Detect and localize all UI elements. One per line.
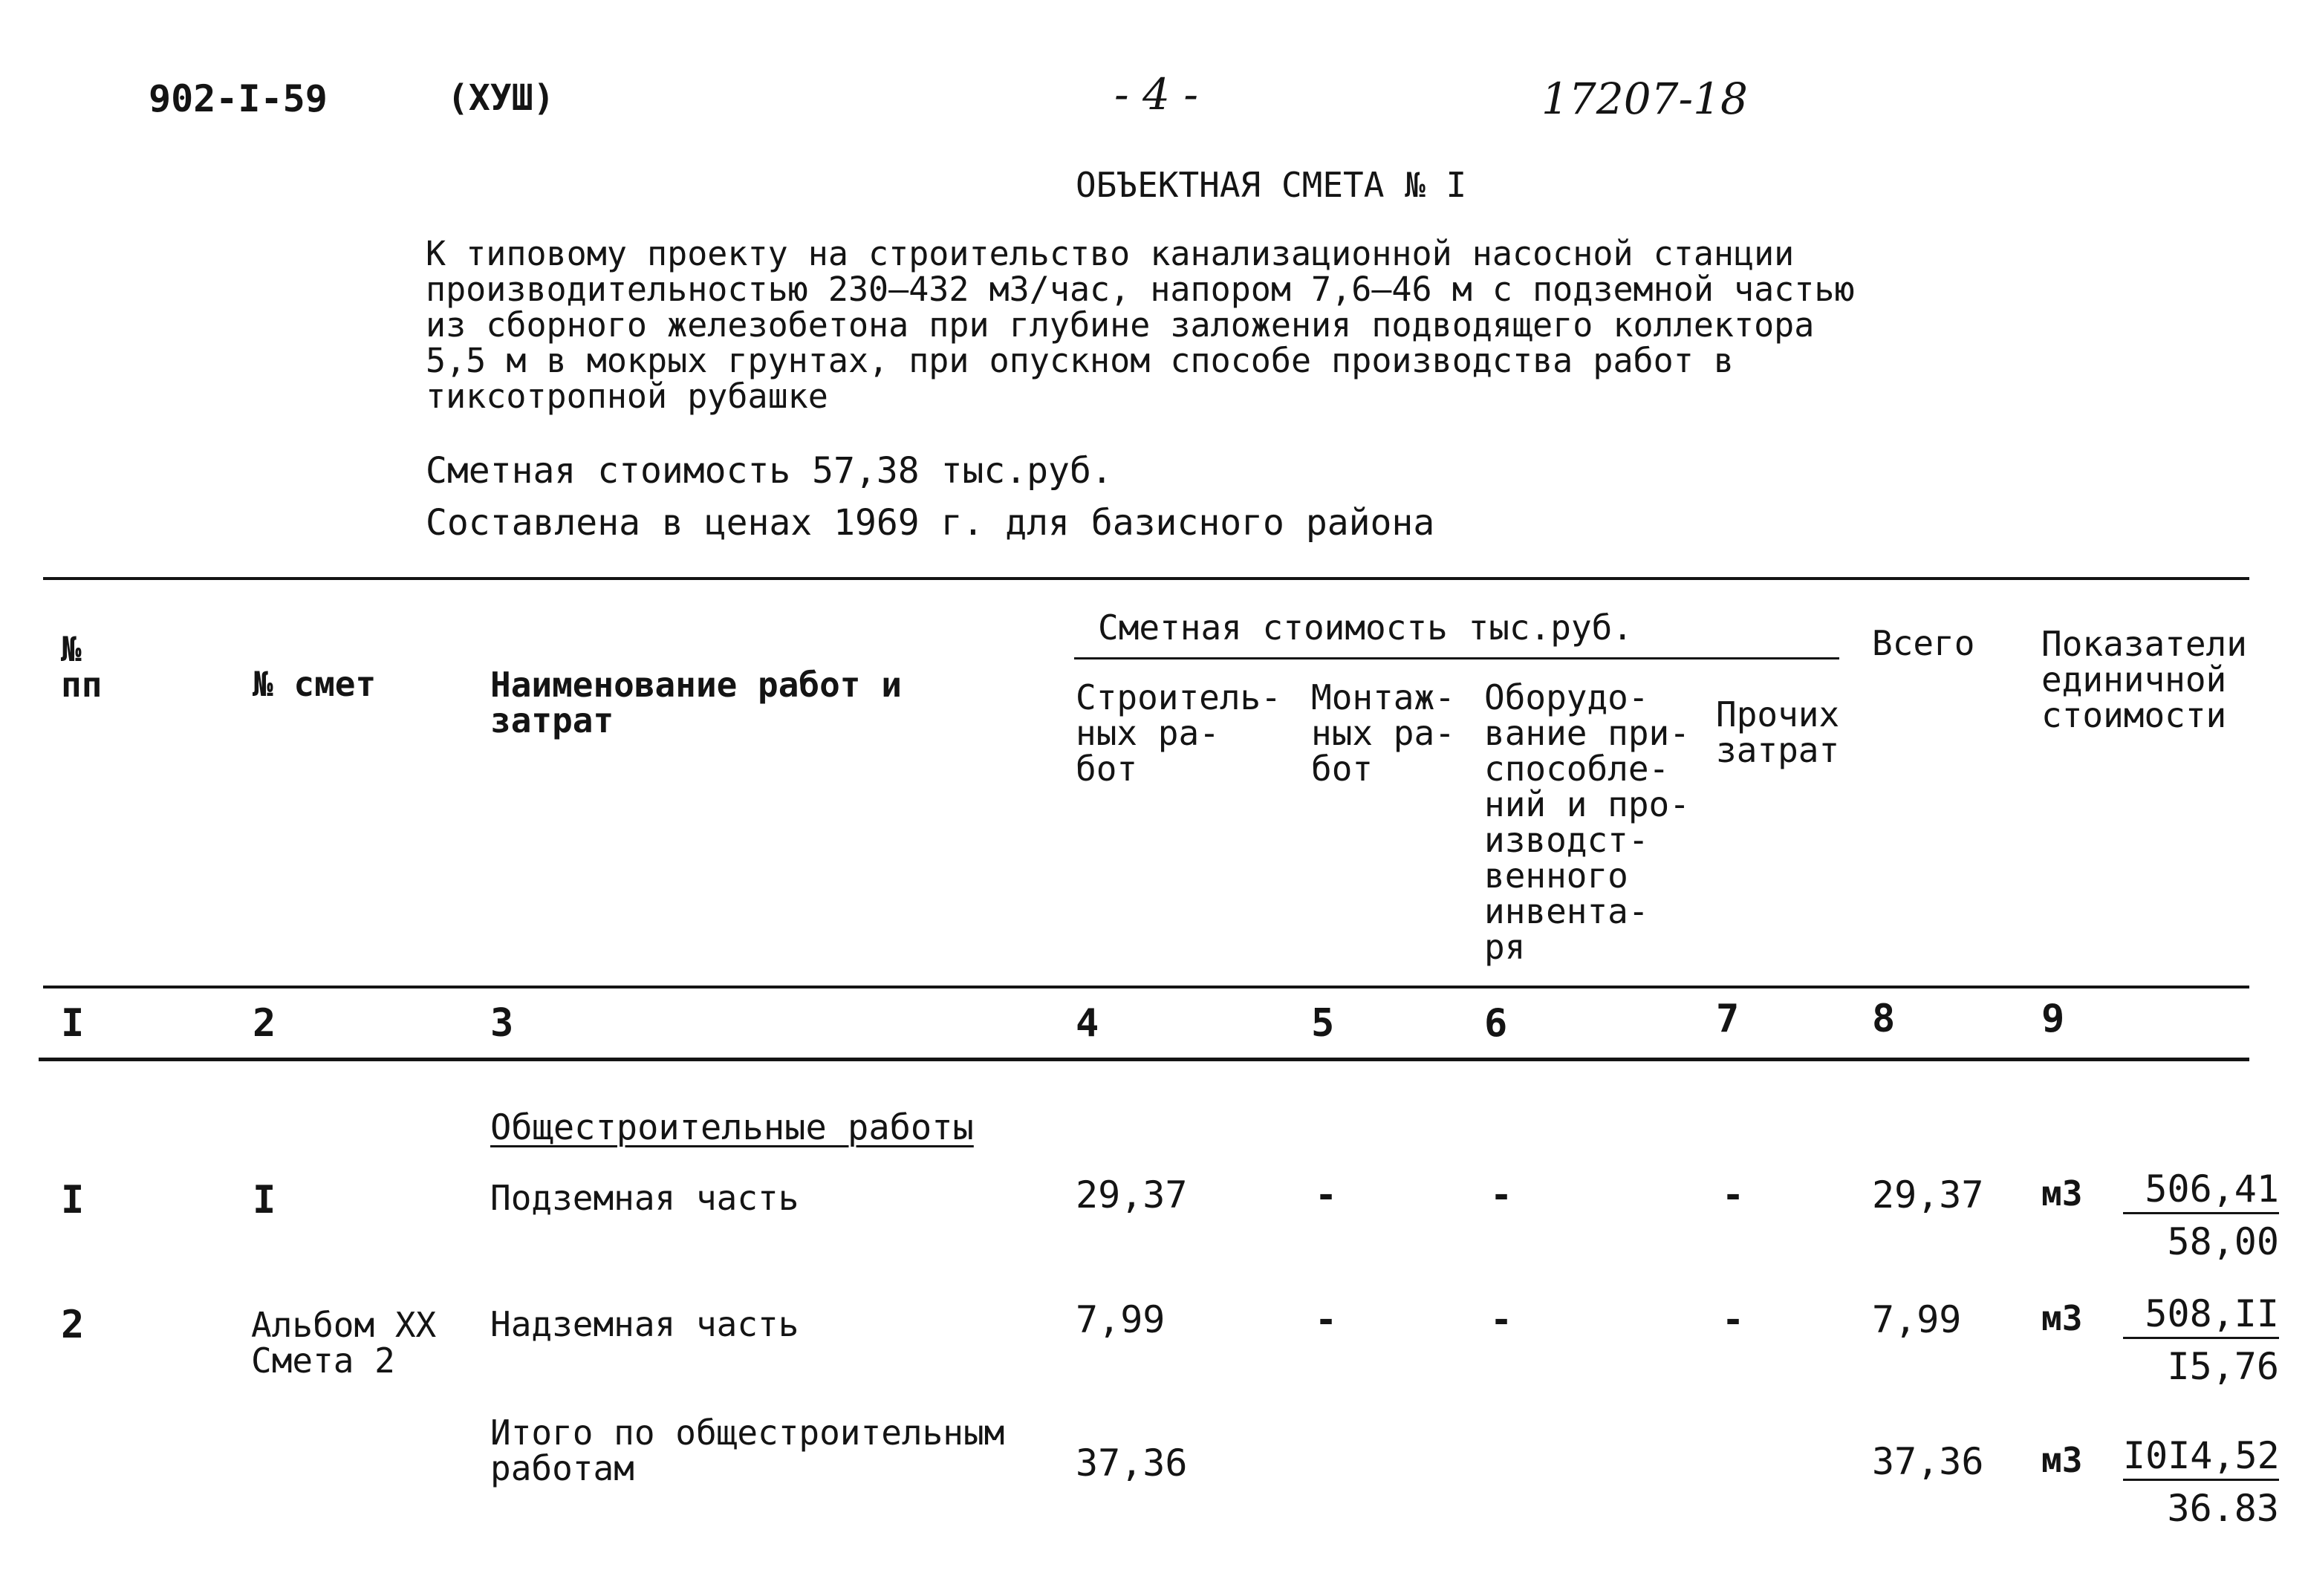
row-unit: м3	[2041, 1173, 2083, 1214]
row-installation: -	[1315, 1173, 1338, 1216]
sheet-number: 17207-18	[1541, 74, 1748, 124]
header-total: Всего	[1872, 623, 1975, 663]
header-estimated-cost-group: Сметная стоимость тыс.руб.	[1098, 608, 1634, 648]
col-number-2: 2	[253, 1001, 276, 1046]
header-equipment: Оборудо- вание при- способле- ний и про- изводст- венного инвента- ря	[1484, 677, 1690, 967]
project-description: К типовому проекту на строительство канализационной насосной станции производительностью 230–432 м3/час, напором 7,6–46 м с подземной частью из сборного железобетона при глубине заложения подводящего коллектора 5,5 м в мокрых грунтах, при опускном способе производства работ в тиксотропной рубашке	[426, 234, 1855, 416]
group-underline	[1074, 657, 1839, 659]
row-total: 37,36	[1872, 1440, 1984, 1483]
col-number-9: 9	[2041, 997, 2065, 1041]
row-name: Надземная часть	[490, 1304, 799, 1344]
row-unit: м3	[2041, 1440, 2083, 1480]
header-installation: Монтаж- ных ра- бот	[1311, 677, 1455, 789]
header-estimate-no: № смет	[253, 664, 377, 704]
row-other: -	[1722, 1173, 1745, 1216]
row-total: 7,99	[1872, 1298, 1962, 1341]
row-estimate: Альбом XX Смета 2	[251, 1305, 437, 1381]
roman-section: (ХУШ)	[447, 77, 555, 119]
col-number-1: I	[61, 1001, 85, 1046]
row-indicator	[2123, 1434, 2280, 1530]
indicator-bottom: I5,76	[2167, 1345, 2279, 1388]
row-no: 2	[61, 1303, 85, 1347]
row-construction: 29,37	[1076, 1173, 1188, 1216]
indicator-bottom: 36.83	[2167, 1487, 2279, 1530]
row-total: 29,37	[1872, 1173, 1984, 1216]
col-number-7: 7	[1716, 997, 1740, 1041]
row-construction: 7,99	[1076, 1298, 1166, 1341]
column-numbers-rule	[39, 1058, 2249, 1061]
row-unit: м3	[2041, 1298, 2083, 1338]
page-number: - 4 -	[1114, 69, 1198, 120]
col-number-4: 4	[1076, 1001, 1099, 1046]
indicator-top: 508,II	[2123, 1295, 2279, 1339]
row-equipment: -	[1490, 1298, 1513, 1341]
row-estimate: I	[253, 1178, 276, 1222]
row-other: -	[1722, 1298, 1745, 1341]
document-title: ОБЪЕКТНАЯ СМЕТА № I	[1076, 165, 1467, 205]
col-number-5: 5	[1311, 1001, 1335, 1046]
indicator-top: 506,41	[2123, 1170, 2279, 1214]
row-installation: -	[1315, 1298, 1338, 1341]
indicator-top: I0I4,52	[2123, 1437, 2279, 1481]
row-indicator	[2123, 1167, 2279, 1263]
row-construction: 37,36	[1076, 1442, 1188, 1485]
header-other: Прочих затрат	[1716, 694, 1840, 770]
header-name: Наименование работ и затрат	[490, 665, 902, 740]
header-construction: Строитель- ных ра- бот	[1076, 677, 1281, 789]
header-indicators: Показатели единичной стоимости	[2041, 624, 2247, 735]
document-code: 902-I-59	[149, 77, 328, 120]
col-number-8: 8	[1872, 997, 1896, 1041]
col-number-3: 3	[490, 1001, 514, 1046]
row-name: Итого по общестроительным работам	[490, 1413, 1005, 1488]
header-bottom-rule	[43, 986, 2249, 988]
row-indicator	[2123, 1292, 2279, 1388]
table-top-rule	[43, 577, 2249, 580]
row-no: I	[61, 1178, 85, 1222]
row-name: Подземная часть	[490, 1178, 799, 1218]
header-no: № пп	[61, 629, 103, 705]
indicator-bottom: 58,00	[2167, 1220, 2279, 1263]
col-number-6: 6	[1484, 1001, 1508, 1046]
section-title: Общестроительные работы	[490, 1107, 974, 1148]
row-equipment: -	[1490, 1173, 1513, 1216]
estimated-cost: Сметная стоимость 57,38 тыс.руб.	[426, 450, 1113, 492]
prices-basis: Составлена в ценах 1969 г. для базисного района	[426, 502, 1435, 544]
